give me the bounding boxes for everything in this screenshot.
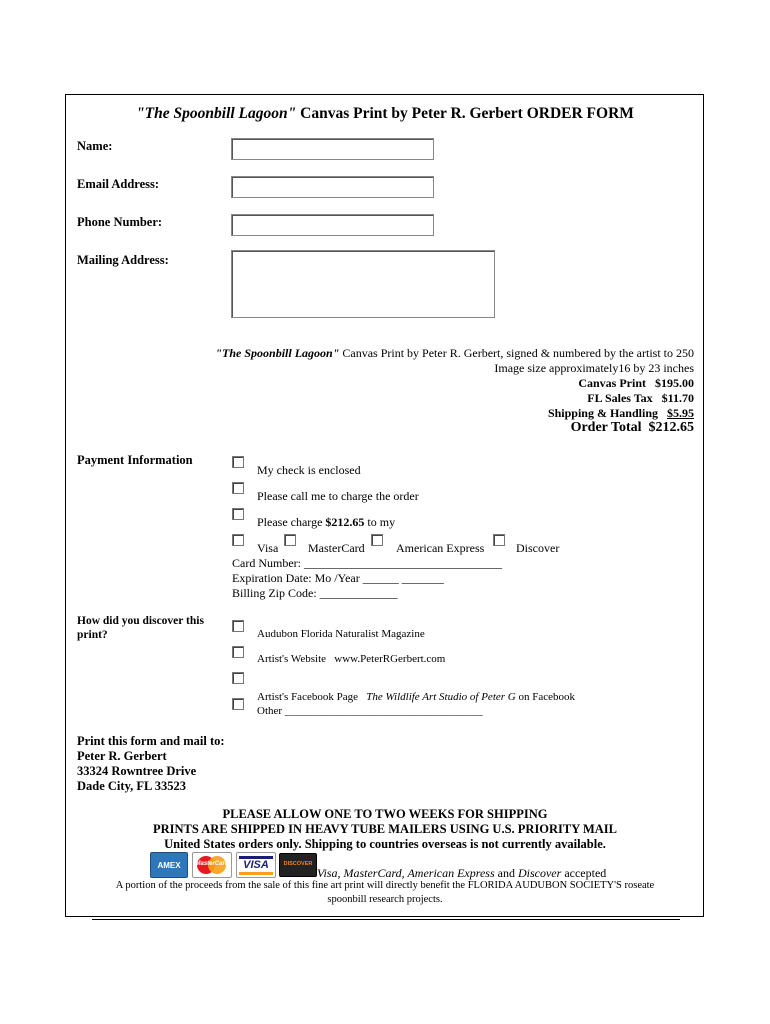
phone-field[interactable] <box>231 214 434 236</box>
amex-logo-text: AMEX <box>157 860 181 870</box>
mailing-address-label: Mailing Address: <box>77 253 169 267</box>
total-row <box>571 420 694 436</box>
charge-post: to my <box>364 515 396 529</box>
us-only-notice: United States orders only. Shipping to countries overseas is not currently available. <box>164 837 606 851</box>
amex-logo-icon <box>150 852 188 878</box>
visa-label: Visa <box>257 541 279 555</box>
tax-label: FL Sales Tax <box>587 391 653 405</box>
name-field[interactable] <box>231 138 434 160</box>
audubon-checkbox[interactable] <box>232 620 244 632</box>
product-description <box>215 346 694 361</box>
title-rest: Canvas Print by Peter R. Gerbert ORDER FORM <box>296 105 634 122</box>
canvas-price-row <box>578 376 694 391</box>
expiration-line[interactable]: Expiration Date: Mo /Year ______ _______ <box>232 571 444 585</box>
check-enclosed-label: My check is enclosed <box>257 463 361 477</box>
discover-question-line2: print? <box>77 629 108 641</box>
check-enclosed-checkbox[interactable] <box>232 456 244 468</box>
tube-notice: PRINTS ARE SHIPPED IN HEAVY TUBE MAILERS USING U.S. PRIORITY MAIL <box>153 822 617 836</box>
proceeds-line2: spoonbill research projects. <box>327 894 443 905</box>
mail-name: Peter R. Gerbert <box>77 749 167 763</box>
visa-logo-text: VISA <box>243 859 269 871</box>
discover-checkbox[interactable] <box>493 534 505 546</box>
visa-logo-icon <box>236 852 276 878</box>
bottom-rule <box>92 919 680 920</box>
other-checkbox[interactable] <box>232 698 244 710</box>
charge-card-label <box>257 515 395 530</box>
facebook-post: on Facebook <box>515 691 575 703</box>
image-size: Image size approximately16 by 23 inches <box>494 361 694 375</box>
amex-checkbox[interactable] <box>371 534 383 546</box>
visa-checkbox[interactable] <box>232 534 244 546</box>
title-print-name: "The Spoonbill Lagoon" <box>136 105 297 122</box>
amex-label: American Express <box>396 541 485 555</box>
billing-zip-line[interactable]: Billing Zip Code: _____________ <box>232 586 398 600</box>
card-number-line[interactable]: Card Number: _________________________________ <box>232 556 502 570</box>
tax-value: $11.70 <box>661 391 694 405</box>
mail-instructions: Print this form and mail to: <box>77 734 225 748</box>
tax-row <box>587 391 694 406</box>
facebook-checkbox[interactable] <box>232 672 244 684</box>
accepted-post: accepted <box>561 866 607 880</box>
product-name: "The Spoonbill Lagoon" <box>215 346 340 360</box>
accepted-discover: Discover <box>517 866 562 880</box>
mastercard-logo-icon <box>192 852 232 878</box>
charge-card-checkbox[interactable] <box>232 508 244 520</box>
mastercard-logo-text: MasterCard <box>195 861 229 867</box>
facebook-page-name: The Wildlife Art Studio of Peter G <box>366 691 516 703</box>
discover-logo-icon <box>279 853 317 877</box>
mastercard-label: MasterCard <box>308 541 365 555</box>
shipping-label: Shipping & Handling <box>547 406 658 420</box>
email-field[interactable] <box>231 176 434 198</box>
mastercard-checkbox[interactable] <box>284 534 296 546</box>
total-value: $212.65 <box>648 420 694 435</box>
facebook-pre: Artist's Facebook Page <box>257 691 367 703</box>
other-label[interactable]: Other ____________________________________ <box>257 705 483 717</box>
accepted-cards: Visa, MasterCard, American Express <box>317 866 495 880</box>
accepted-and: and <box>494 866 518 880</box>
audubon-label: Audubon Florida Naturalist Magazine <box>257 628 425 640</box>
website-label: Artist's Website www.PeterRGerbert.com <box>257 653 446 665</box>
payment-label: Payment Information <box>77 453 193 467</box>
shipping-row <box>548 406 694 421</box>
charge-amount: $212.65 <box>325 515 365 529</box>
facebook-label <box>257 679 575 703</box>
accepted-cards-text <box>317 866 606 881</box>
email-label: Email Address: <box>77 177 160 191</box>
discover-label: Discover <box>516 541 560 555</box>
total-label: Order Total <box>570 420 642 435</box>
charge-pre: Please charge <box>257 515 326 529</box>
canvas-price-value: $195.00 <box>655 376 694 390</box>
proceeds-line1: A portion of the proceeds from the sale of this fine art print will directly benefit the FLORIDA AUDUBON SOCIETY'S roseate <box>115 880 655 891</box>
phone-label: Phone Number: <box>77 215 163 229</box>
mail-city: Dade City, FL 33523 <box>77 779 187 793</box>
canvas-price-label: Canvas Print <box>578 376 646 390</box>
discover-logo-text: DISCOVER <box>283 861 313 867</box>
shipping-value: $5.95 <box>667 406 694 420</box>
call-me-checkbox[interactable] <box>232 482 244 494</box>
mail-street: 33324 Rowntree Drive <box>77 764 197 778</box>
form-title <box>66 105 704 123</box>
call-me-label: Please call me to charge the order <box>257 489 419 503</box>
product-details: Canvas Print by Peter R. Gerbert, signed & numbered by the artist to 250 <box>339 346 694 360</box>
website-checkbox[interactable] <box>232 646 244 658</box>
mailing-address-field[interactable] <box>231 250 495 318</box>
name-label: Name: <box>77 139 113 153</box>
shipping-notice: PLEASE ALLOW ONE TO TWO WEEKS FOR SHIPPING <box>222 807 548 821</box>
discover-question-line1: How did you discover this <box>77 615 204 627</box>
